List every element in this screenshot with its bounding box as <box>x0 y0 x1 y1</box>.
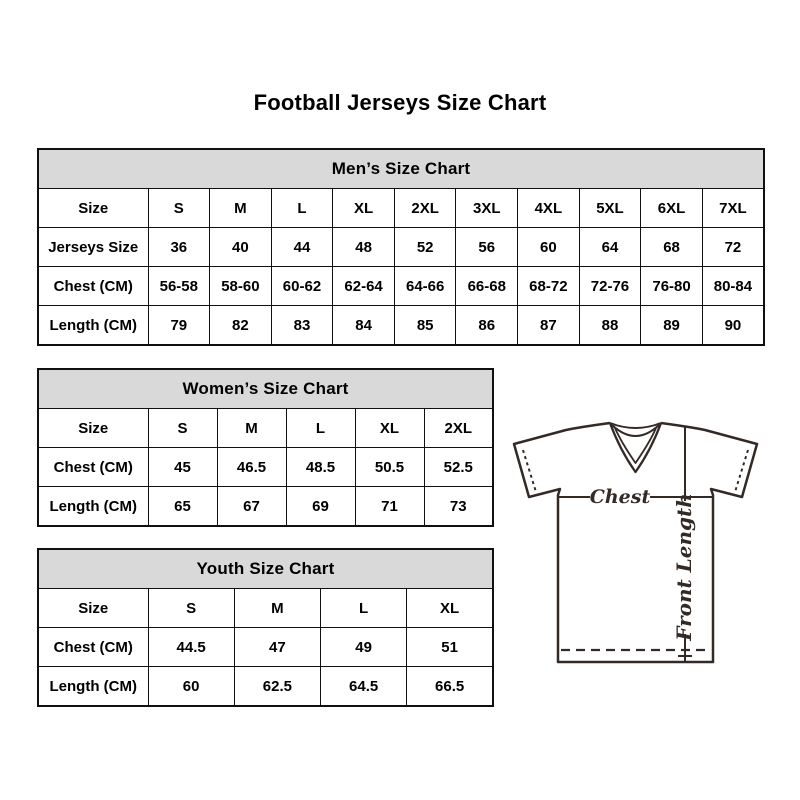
table-row <box>38 306 764 346</box>
value-cell: 62.5 <box>234 667 320 707</box>
row-label-cell: Chest (CM) <box>38 628 148 667</box>
value-cell: 65 <box>148 487 217 527</box>
value-cell: 45 <box>148 448 217 487</box>
value-cell: XL <box>407 589 493 628</box>
value-cell: S <box>148 409 217 448</box>
value-cell: 79 <box>148 306 210 346</box>
value-cell: 60 <box>148 667 234 707</box>
value-cell: XL <box>355 409 424 448</box>
womens-table-title-cell: Women’s Size Chart <box>38 369 493 409</box>
value-cell: 89 <box>641 306 703 346</box>
value-cell: L <box>321 589 407 628</box>
value-cell: 44.5 <box>148 628 234 667</box>
value-cell: 69 <box>286 487 355 527</box>
value-cell: 56 <box>456 228 518 267</box>
value-cell: XL <box>333 189 395 228</box>
row-label-cell: Chest (CM) <box>38 267 148 306</box>
value-cell: 72-76 <box>579 267 641 306</box>
value-cell: 50.5 <box>355 448 424 487</box>
chest-label: Chest <box>589 486 651 508</box>
value-cell: 66.5 <box>407 667 493 707</box>
value-cell: 67 <box>217 487 286 527</box>
table-row <box>38 628 493 667</box>
jersey-diagram <box>503 400 777 672</box>
mens-size-table <box>37 148 765 346</box>
value-cell: 47 <box>234 628 320 667</box>
value-cell: 86 <box>456 306 518 346</box>
value-cell: 84 <box>333 306 395 346</box>
value-cell: 64 <box>579 228 641 267</box>
value-cell: M <box>234 589 320 628</box>
value-cell: 66-68 <box>456 267 518 306</box>
value-cell: 64.5 <box>321 667 407 707</box>
value-cell: 40 <box>210 228 272 267</box>
value-cell: 52 <box>394 228 456 267</box>
value-cell: L <box>271 189 333 228</box>
row-label-cell: Length (CM) <box>38 306 148 346</box>
value-cell: 60-62 <box>271 267 333 306</box>
value-cell: 76-80 <box>641 267 703 306</box>
value-cell: 85 <box>394 306 456 346</box>
table-row <box>38 487 493 527</box>
value-cell: 48.5 <box>286 448 355 487</box>
row-label-cell: Length (CM) <box>38 487 148 527</box>
table-row <box>38 549 493 589</box>
table-row <box>38 267 764 306</box>
value-cell: 6XL <box>641 189 703 228</box>
value-cell: 68 <box>641 228 703 267</box>
table-row <box>38 149 764 189</box>
row-label-cell: Length (CM) <box>38 667 148 707</box>
value-cell: 3XL <box>456 189 518 228</box>
youth-size-table <box>37 548 494 707</box>
table-row <box>38 667 493 707</box>
page-title: Football Jerseys Size Chart <box>253 90 547 115</box>
value-cell: 90 <box>702 306 764 346</box>
row-label-cell: Size <box>38 589 148 628</box>
value-cell: 60 <box>518 228 580 267</box>
value-cell: 52.5 <box>424 448 493 487</box>
table-row <box>38 448 493 487</box>
value-cell: 2XL <box>394 189 456 228</box>
youth-table-title-cell: Youth Size Chart <box>38 549 493 589</box>
value-cell: 49 <box>321 628 407 667</box>
value-cell: 87 <box>518 306 580 346</box>
value-cell: 72 <box>702 228 764 267</box>
value-cell: 56-58 <box>148 267 210 306</box>
value-cell: 7XL <box>702 189 764 228</box>
table-row <box>38 589 493 628</box>
value-cell: 88 <box>579 306 641 346</box>
collar-v-inner-line <box>615 428 656 463</box>
value-cell: 44 <box>271 228 333 267</box>
jersey-outline <box>514 423 757 662</box>
row-label-cell: Size <box>38 409 148 448</box>
row-label-cell: Jerseys Size <box>38 228 148 267</box>
value-cell: M <box>210 189 272 228</box>
table-row <box>38 189 764 228</box>
value-cell: S <box>148 189 210 228</box>
value-cell: M <box>217 409 286 448</box>
value-cell: 48 <box>333 228 395 267</box>
value-cell: L <box>286 409 355 448</box>
value-cell: 4XL <box>518 189 580 228</box>
value-cell: 73 <box>424 487 493 527</box>
value-cell: 71 <box>355 487 424 527</box>
mens-table-title-cell: Men’s Size Chart <box>38 149 764 189</box>
value-cell: 51 <box>407 628 493 667</box>
value-cell: 83 <box>271 306 333 346</box>
value-cell: 36 <box>148 228 210 267</box>
table-row <box>38 369 493 409</box>
table-row <box>38 409 493 448</box>
value-cell: 64-66 <box>394 267 456 306</box>
value-cell: 58-60 <box>210 267 272 306</box>
value-cell: 5XL <box>579 189 641 228</box>
value-cell: 46.5 <box>217 448 286 487</box>
front-length-label: Front Length <box>672 493 696 641</box>
value-cell: 68-72 <box>518 267 580 306</box>
value-cell: 62-64 <box>333 267 395 306</box>
collar-back-top-line <box>610 423 661 428</box>
row-label-cell: Size <box>38 189 148 228</box>
table-row <box>38 228 764 267</box>
value-cell: 2XL <box>424 409 493 448</box>
value-cell: 82 <box>210 306 272 346</box>
value-cell: 80-84 <box>702 267 764 306</box>
value-cell: S <box>148 589 234 628</box>
row-label-cell: Chest (CM) <box>38 448 148 487</box>
womens-size-table <box>37 368 494 527</box>
